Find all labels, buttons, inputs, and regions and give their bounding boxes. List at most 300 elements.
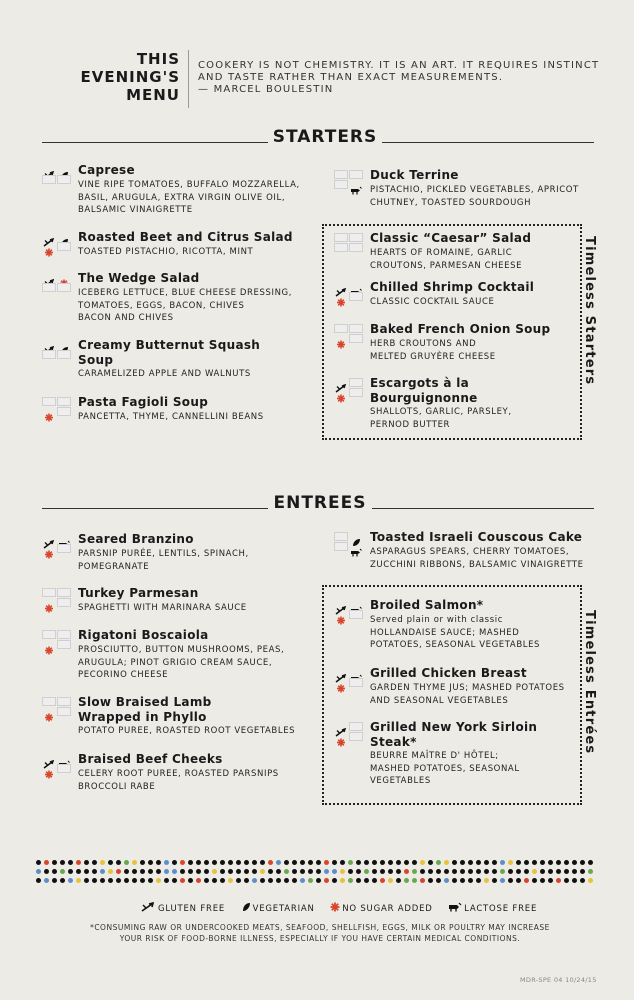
no-sugar-added-icon: [42, 598, 56, 607]
pattern-dot: [500, 878, 505, 883]
pattern-dot: [572, 869, 577, 874]
quote: [198, 60, 598, 96]
pattern-dot: [276, 860, 281, 865]
item-description: [370, 406, 512, 431]
description-line: TOASTED PISTACHIO, RICOTTA, MINT: [78, 247, 254, 257]
empty-icon-slot: [57, 242, 71, 251]
pattern-dot: [68, 869, 73, 874]
description-line: ZUCCHINI RIBBONS, BALSAMIC VINAIGRETTE: [370, 559, 584, 570]
diet-icons: [42, 232, 72, 252]
description-line: TOMATOES, EGGS, BACON, CHIVES: [78, 300, 245, 311]
item-name: Duck Terrine: [370, 168, 459, 182]
pattern-dot: [36, 878, 41, 883]
pattern-dot: [324, 869, 329, 874]
pattern-dot: [180, 878, 185, 883]
pattern-dot: [324, 860, 329, 865]
pattern-dot: [164, 878, 169, 883]
item-name-line: Creamy Butternut Squash: [78, 338, 261, 352]
item-description: [78, 602, 247, 615]
dietary-legend: [140, 902, 549, 915]
pattern-dot: [404, 860, 409, 865]
pattern-dot: [340, 878, 345, 883]
quote-line: AND TASTE RATHER THAN EXACT MEASUREMENTS.: [198, 72, 504, 83]
pattern-dot: [508, 860, 513, 865]
description-line: CARAMELIZED APPLE AND WALNUTS: [78, 369, 251, 379]
pattern-dot: [508, 878, 513, 883]
vegetarian-icon: [57, 340, 71, 349]
pattern-dot: [228, 869, 233, 874]
pattern-dot: [340, 869, 345, 874]
item-name: The Wedge Salad: [78, 271, 200, 285]
diet-icons: [42, 340, 72, 360]
gluten-free-icon: [42, 754, 56, 763]
menu-title-line: MENU: [126, 86, 180, 104]
pattern-dot: [468, 869, 473, 874]
pattern-dot: [468, 860, 473, 865]
section-rule-right: [382, 142, 594, 143]
pattern-dot: [84, 878, 89, 883]
description-line: HEARTS OF ROMAINE, GARLIC: [370, 248, 513, 258]
empty-icon-slot: [57, 283, 71, 292]
pattern-dot: [540, 869, 545, 874]
pattern-dot: [412, 860, 417, 865]
empty-icon-slot: [57, 640, 71, 649]
pattern-dot: [100, 869, 105, 874]
pattern-dot: [212, 869, 217, 874]
pattern-dot: [140, 878, 145, 883]
no-sugar-added-icon: [42, 764, 56, 773]
pattern-dot: [484, 869, 489, 874]
pattern-dot: [540, 878, 545, 883]
pattern-dot: [284, 878, 289, 883]
pattern-dot: [444, 878, 449, 883]
pattern-dot: [484, 878, 489, 883]
pattern-dot: [36, 869, 41, 874]
pattern-dot: [572, 860, 577, 865]
empty-icon-slot: [334, 233, 348, 242]
pattern-dot: [420, 869, 425, 874]
menu-title-line: THIS: [136, 50, 180, 68]
description-line: BROCCOLI RABE: [78, 781, 156, 792]
pattern-dot: [580, 878, 585, 883]
pattern-dot: [148, 869, 153, 874]
pattern-dot: [508, 869, 513, 874]
empty-icon-slot: [57, 350, 71, 359]
item-name: Braised Beef Cheeks: [78, 752, 223, 766]
description-line: BEURRE MAÎTRE D' HÔTEL;: [370, 751, 499, 761]
pattern-dot: [36, 860, 41, 865]
item-description: [78, 246, 253, 259]
pattern-dot: [436, 878, 441, 883]
pattern-dot: [164, 869, 169, 874]
pattern-dot: [52, 869, 57, 874]
item-description: [78, 725, 295, 738]
pattern-dot: [188, 878, 193, 883]
gluten-free-icon: [334, 600, 348, 609]
empty-icon-slot: [42, 350, 56, 359]
empty-icon-slot: [349, 243, 363, 252]
empty-icon-slot: [42, 175, 56, 184]
pattern-dot: [580, 869, 585, 874]
legend-label: GLUTEN FREE: [158, 903, 226, 914]
gluten-free-icon: [42, 165, 56, 174]
pattern-dot: [196, 869, 201, 874]
vegetarian-icon: [349, 532, 363, 541]
diet-icons: [334, 324, 364, 344]
description-line: CLASSIC COCKTAIL SAUCE: [370, 297, 495, 307]
pattern-dot: [284, 869, 289, 874]
pattern-dot: [92, 878, 97, 883]
description-line: PANCETTA, THYME, CANNELLINI BEANS: [78, 412, 264, 422]
header-divider: [188, 50, 189, 108]
pattern-dot: [188, 869, 193, 874]
pattern-dot: [452, 869, 457, 874]
item-description: [78, 548, 249, 573]
pattern-dot: [180, 860, 185, 865]
pattern-dot: [252, 860, 257, 865]
diet-icons: [334, 722, 364, 742]
pattern-dot: [268, 860, 273, 865]
pattern-dot: [84, 860, 89, 865]
pattern-dot: [252, 869, 257, 874]
no-sugar-added-icon: [334, 388, 348, 397]
empty-icon-slot: [334, 243, 348, 252]
pattern-dot: [148, 878, 153, 883]
pattern-dot: [492, 878, 497, 883]
pattern-dot: [332, 878, 337, 883]
pattern-dot: [220, 860, 225, 865]
lactose-free-icon: [349, 600, 363, 609]
pattern-dot: [316, 860, 321, 865]
pattern-dot: [156, 860, 161, 865]
pattern-dot: [76, 878, 81, 883]
pattern-dot: [500, 860, 505, 865]
pattern-dot: [100, 860, 105, 865]
diet-icons: [42, 754, 72, 774]
item-name: Caprese: [78, 163, 135, 177]
pattern-dot: [316, 869, 321, 874]
no-sugar-added-icon: [42, 707, 56, 716]
lactose-free-icon: [349, 180, 363, 189]
pattern-dot: [524, 869, 529, 874]
section-title-entrees: ENTREES: [273, 493, 367, 513]
item-name: Roasted Beet and Citrus Salad: [78, 230, 293, 244]
pattern-dot: [196, 860, 201, 865]
pattern-dot: [444, 869, 449, 874]
disclaimer-line: *CONSUMING RAW OR UNDERCOOKED MEATS, SEAFOOD, SHELLFISH, EGGS, MILK OR POULTRY MAY INCREASE: [90, 923, 550, 932]
pattern-dot: [372, 878, 377, 883]
menu-title: [72, 50, 180, 104]
pattern-dot: [140, 860, 145, 865]
pattern-dot: [476, 860, 481, 865]
pattern-dot: [476, 869, 481, 874]
menu-title-line: EVENING'S: [80, 68, 180, 86]
vegetarian-icon: [57, 232, 71, 241]
lactose-free-icon: [57, 534, 71, 543]
pattern-dot: [236, 878, 241, 883]
description-line: CELERY ROOT PUREE, ROASTED PARSNIPS: [78, 769, 279, 779]
pattern-dot: [260, 869, 265, 874]
pattern-dot: [548, 869, 553, 874]
item-name: Classic “Caesar” Salad: [370, 231, 532, 245]
pattern-dot: [532, 860, 537, 865]
no-sugar-added-icon: [334, 292, 348, 301]
no-sugar-added-icon: [334, 610, 348, 619]
item-name-line: Soup: [78, 353, 114, 367]
pattern-dot: [564, 878, 569, 883]
item-name: Chilled Shrimp Cocktail: [370, 280, 535, 294]
pattern-dot: [292, 869, 297, 874]
pattern-dot: [460, 860, 465, 865]
empty-icon-slot: [349, 678, 363, 687]
pattern-dot: [308, 878, 313, 883]
lactose-free-icon: [349, 668, 363, 677]
no-sugar-added-icon: [42, 544, 56, 553]
item-name: Pasta Fagioli Soup: [78, 395, 209, 409]
item-name: [370, 376, 478, 406]
pattern-dot: [396, 869, 401, 874]
pattern-dot: [156, 878, 161, 883]
item-name-line: Slow Braised Lamb: [78, 695, 212, 709]
pattern-dot: [332, 860, 337, 865]
description-line: POTATOES, SEASONAL VEGETABLES: [370, 640, 541, 650]
item-name: [78, 695, 212, 725]
pattern-dot: [460, 878, 465, 883]
empty-icon-slot: [334, 170, 348, 179]
empty-icon-slot: [334, 324, 348, 333]
pattern-dot: [300, 869, 305, 874]
diet-icons: [42, 697, 72, 717]
diet-icons: [334, 668, 364, 688]
section-rule-left: [42, 142, 268, 143]
pattern-dot: [532, 878, 537, 883]
description-line: BALSAMIC VINAIGRETTE: [78, 205, 193, 215]
pattern-dot: [236, 869, 241, 874]
pattern-dot: [236, 860, 241, 865]
empty-icon-slot: [57, 598, 71, 607]
pattern-dot: [388, 869, 393, 874]
pattern-dot: [356, 869, 361, 874]
pattern-dot: [404, 878, 409, 883]
pattern-dot: [92, 869, 97, 874]
item-description: [370, 682, 565, 707]
pattern-dot: [460, 869, 465, 874]
pattern-dot: [292, 878, 297, 883]
pattern-dot: [556, 860, 561, 865]
pattern-dot: [548, 878, 553, 883]
empty-icon-slot: [349, 292, 363, 301]
pattern-dot: [516, 869, 521, 874]
item-description: [78, 411, 264, 424]
pattern-dot: [492, 860, 497, 865]
pattern-dot: [380, 860, 385, 865]
gluten-free-icon: [42, 340, 56, 349]
form-code: MDR-SPE 04 10/24/15: [520, 976, 597, 984]
item-name: Rigatoni Boscaiola: [78, 628, 209, 642]
empty-icon-slot: [349, 610, 363, 619]
empty-icon-slot: [57, 697, 71, 706]
description-line: PERNOD BUTTER: [370, 419, 451, 430]
pattern-dot: [108, 869, 113, 874]
pattern-dot: [500, 869, 505, 874]
pattern-dot: [532, 869, 537, 874]
pattern-dot: [388, 878, 393, 883]
empty-icon-slot: [57, 544, 71, 553]
description-line: CHUTNEY, TOASTED SOURDOUGH: [370, 197, 532, 208]
pattern-dot: [156, 869, 161, 874]
section-rule-left: [42, 508, 268, 509]
pattern-dot: [196, 878, 201, 883]
legend-label: NO SUGAR ADDED: [342, 903, 433, 914]
lactose-free-icon: [448, 902, 462, 915]
pattern-dot: [420, 860, 425, 865]
pattern-dot: [316, 878, 321, 883]
pattern-dot: [188, 860, 193, 865]
description-line: PISTACHIO, PICKLED VEGETABLES, APRICOT: [370, 185, 579, 195]
pattern-dot: [44, 869, 49, 874]
lactose-free-icon: [349, 542, 363, 551]
empty-icon-slot: [349, 233, 363, 242]
pattern-dot: [252, 878, 257, 883]
diet-icons: [42, 588, 72, 608]
empty-icon-slot: [42, 697, 56, 706]
description-line: PECORINO CHEESE: [78, 670, 169, 680]
item-description: [370, 614, 540, 652]
pattern-dot: [436, 869, 441, 874]
no-sugar-added-icon: [334, 732, 348, 741]
quote-line: — MARCEL BOULESTIN: [198, 84, 334, 95]
pattern-dot: [308, 860, 313, 865]
pattern-dot: [516, 860, 521, 865]
gluten-free-icon: [42, 273, 56, 282]
description-line: ICEBERG LETTUCE, BLUE CHEESE DRESSING,: [78, 288, 293, 298]
pattern-dot: [60, 860, 65, 865]
empty-icon-slot: [42, 397, 56, 406]
pattern-dot: [100, 878, 105, 883]
legend-label: VEGETARIAN: [252, 903, 315, 914]
pattern-dot: [292, 860, 297, 865]
pattern-dot: [116, 860, 121, 865]
empty-icon-slot: [57, 630, 71, 639]
item-name: Baked French Onion Soup: [370, 322, 551, 336]
item-name: Seared Branzino: [78, 532, 194, 546]
pattern-dot: [588, 860, 593, 865]
item-description: [370, 247, 522, 272]
legend-label: LACTOSE FREE: [464, 903, 538, 914]
pattern-dot: [412, 869, 417, 874]
pattern-dot: [436, 860, 441, 865]
diet-icons: [42, 165, 72, 185]
lactose-free-icon: [57, 754, 71, 763]
pattern-dot: [412, 878, 417, 883]
no-sugar-added-icon: [57, 273, 71, 282]
pattern-dot: [524, 860, 529, 865]
pattern-dot: [212, 878, 217, 883]
pattern-dot: [556, 878, 561, 883]
item-description: [78, 287, 292, 325]
no-sugar-added-icon: [334, 334, 348, 343]
pattern-dot: [172, 860, 177, 865]
item-name-line: Wrapped in Phyllo: [78, 710, 207, 724]
item-name: Turkey Parmesan: [78, 586, 199, 600]
item-name: [370, 720, 537, 750]
pattern-dot: [356, 860, 361, 865]
empty-icon-slot: [57, 175, 71, 184]
description-line: PROSCIUTTO, BUTTON MUSHROOMS, PEAS,: [78, 645, 285, 655]
description-line: PARSNIP PURÉE, LENTILS, SPINACH,: [78, 549, 249, 559]
gluten-free-icon: [334, 722, 348, 731]
pattern-dot: [284, 860, 289, 865]
pattern-dot: [396, 878, 401, 883]
no-sugar-added-icon: [42, 242, 56, 251]
pattern-dot: [276, 878, 281, 883]
pattern-dot: [452, 860, 457, 865]
pattern-dot: [124, 869, 129, 874]
empty-icon-slot: [334, 180, 348, 189]
item-description: [370, 296, 494, 309]
description-line: ARUGULA; PINOT GRIGIO CREAM SAUCE,: [78, 657, 273, 668]
pattern-dot: [60, 869, 65, 874]
pattern-dot: [340, 860, 345, 865]
pattern-dot: [380, 878, 385, 883]
pattern-dot: [212, 860, 217, 865]
gluten-free-icon: [334, 668, 348, 677]
empty-icon-slot: [334, 542, 348, 551]
pattern-dot: [308, 869, 313, 874]
pattern-dot: [452, 878, 457, 883]
item-name-line: Bourguignonne: [370, 391, 478, 405]
pattern-dot: [348, 860, 353, 865]
pattern-dot: [204, 860, 209, 865]
pattern-dot: [228, 860, 233, 865]
pattern-dot: [228, 878, 233, 883]
pattern-dot: [260, 878, 265, 883]
description-line: AND SEASONAL VEGETABLES: [370, 695, 509, 706]
pattern-dot: [428, 860, 433, 865]
pattern-dot: [364, 878, 369, 883]
description-line: VEGETABLES: [370, 776, 431, 786]
pattern-dot: [348, 869, 353, 874]
pattern-dot: [204, 878, 209, 883]
item-description: [78, 768, 279, 793]
pattern-dot: [348, 878, 353, 883]
pattern-dot: [276, 869, 281, 874]
diet-icons: [334, 378, 364, 398]
description-line: POMEGRANATE: [78, 561, 150, 572]
pattern-dot: [164, 860, 169, 865]
empty-icon-slot: [57, 397, 71, 406]
pattern-dot: [476, 878, 481, 883]
pattern-dot: [364, 869, 369, 874]
pattern-dot: [172, 878, 177, 883]
description-line: POTATO PUREE, ROASTED ROOT VEGETABLES: [78, 726, 296, 736]
section-rule-right: [372, 508, 594, 509]
gluten-free-icon: [334, 378, 348, 387]
item-description: [370, 184, 579, 209]
description-line: HOLLANDAISE SAUCE; MASHED: [370, 627, 520, 638]
pattern-dot: [540, 860, 545, 865]
pattern-dot: [140, 869, 145, 874]
pattern-dot: [204, 869, 209, 874]
lactose-free-icon: [349, 282, 363, 291]
pattern-dot: [60, 878, 65, 883]
item-description: [78, 644, 284, 682]
pattern-dot: [108, 878, 113, 883]
pattern-dot: [92, 860, 97, 865]
pattern-dot: [148, 860, 153, 865]
pattern-dot: [124, 860, 129, 865]
gluten-free-icon: [42, 232, 56, 241]
